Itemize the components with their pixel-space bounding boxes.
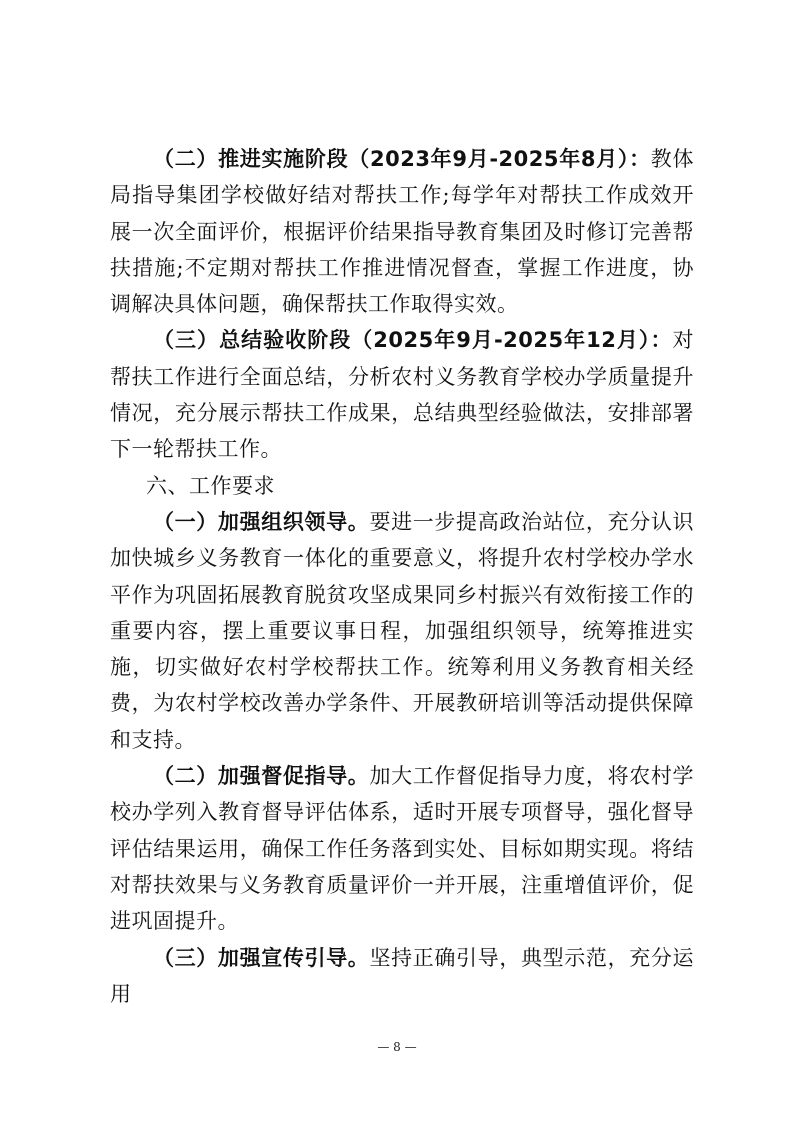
paragraph-phase-two (110, 141, 694, 322)
requirement-text: 加大工作督促指导力度，将农村学校办学列入教育督导评估体系，适时开展专项督导，强化督导评估结果运用，确保工作任务落到实处、目标如期实现。将结对帮扶效果与义务教育质量评价一并开展，注重增值评价，促进巩固提升。 (110, 764, 695, 934)
section-heading: 六、工作要求 (146, 473, 275, 498)
paragraph-text: 对帮扶工作进行全面总结，分析农村义务教育学校办学质量提升情况，充分展示帮扶工作成果，总结典型经验做法，安排部署下一轮帮扶工作。 (110, 328, 694, 462)
requirement-organization (110, 504, 694, 758)
requirement-lead: （二）加强督促指导。 (153, 764, 370, 789)
requirement-publicity (110, 940, 694, 1013)
paragraph-phase-three (110, 322, 694, 467)
requirement-text: 要进一步提高政治站位，充分认识加快城乡义务教育一体化的重要意义，将提升农村学校办学水平作为巩固拓展教育脱贫攻坚成果同乡村振兴有效衔接工作的重要内容，摆上重要议事日程，加强组织领导，统筹推进实施，切实做好农村学校帮扶工作。统筹利用义务教育相关经费，为农村学校改善办学条件、开展教研培训等活动提供保障和支持。 (110, 509, 695, 752)
paragraph-lead: （二）推进实施阶段（2023年9月-2025年8月）： (153, 147, 651, 171)
document-body (110, 141, 694, 1012)
requirement-lead: （三）加强宣传引导。 (153, 945, 370, 970)
requirement-supervision (110, 758, 694, 939)
requirement-lead: （一）加强组织领导。 (153, 509, 370, 534)
requirement-text: 坚持正确引导，典型示范，充分运用 (110, 945, 695, 1006)
page-number: — 8 — (377, 1040, 417, 1054)
paragraph-text: 教体局指导集团学校做好结对帮扶工作;每学年对帮扶工作成效开展一次全面评价，根据评价结果指导教育集团及时修订完善帮扶措施;不定期对帮扶工作推进情况督查，掌握工作进度，协调解决具体问题，确保帮扶工作取得实效。 (110, 147, 694, 317)
paragraph-lead: （三）总结验收阶段（2025年9月-2025年12月）： (153, 328, 673, 353)
